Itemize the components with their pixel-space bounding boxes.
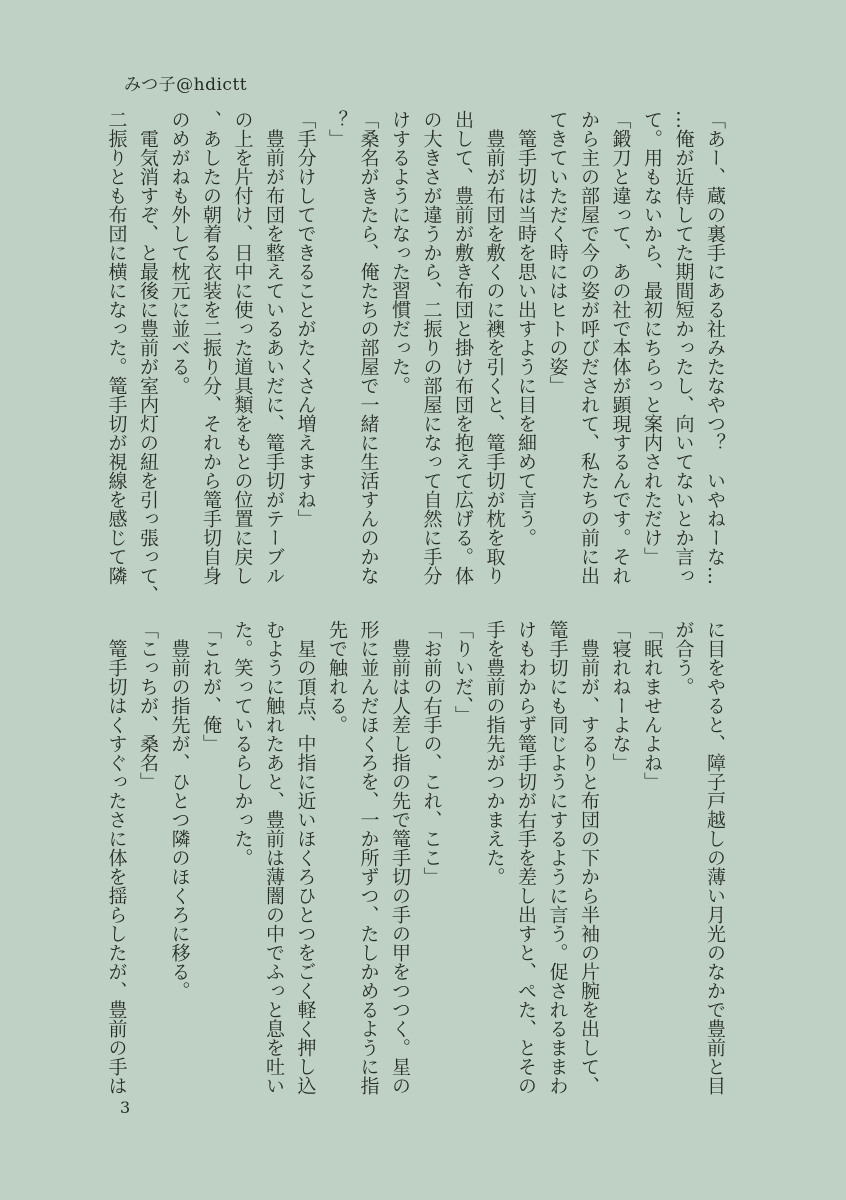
paragraph: 豊前が布団を整えているあいだに、篭手切がテーブルの上を片付け、日中に使った道具類をもとの位置に戻し、あしたの朝着る衣装を二振り分、それから篭手切自身のめがねも外して枕元に並べる。 (168, 110, 285, 585)
paragraph: に目をやると、障子戸越しの薄い月光のなかで豊前と目が合う。 (672, 620, 726, 1095)
paragraph: 「鍛刀と違って、あの社で本体が顕現するんです。それから主の部屋で今の姿が呼びだされて、私たちの前に出てきていただく時にはヒトの姿」 (546, 110, 632, 585)
paragraph: 「あー、蔵の裏手にある社みたなやつ？ いやねーな……俺が近侍してた期間短かったし、向いてないとか言って。用もないから、最初にちらっと案内されただけ」 (641, 110, 726, 585)
paragraph: 星の頂点、中指に近いほくろひとつをごく軽く押し込むように触れたあと、豊前は薄闇の中でふっと息を吐いた。笑っているらしかった。 (231, 620, 317, 1095)
paragraph: 「眠れませんよね」 (641, 620, 663, 791)
paragraph: 「桑名がきたら、俺たちの部屋で一緒に生活すんのかな？」 (326, 110, 380, 585)
text-block-top (100, 110, 730, 604)
paragraph: 篭手切はくすぐったさに体を揺らしたが、豊前の手は (105, 620, 128, 1095)
paragraph: 豊前が、するりと布団の下から半袖の片腕を出して、篭手切にも同じようにするように言う。促されるままわけもわからず篭手切が右手を差し出すと、ぺた、とその手を豊前の指先がつかまえた。 (483, 620, 600, 1095)
paragraph: 電気消すぞ、と最後に豊前が室内灯の紐を引っ張って、二振りとも布団に横になった。篭手切が視線を感じて隣 (105, 110, 159, 604)
paragraph: 豊前が布団を敷くのに襖を引くと、篭手切が枕を取り出して、豊前が敷き布団と掛け布団を抱えて広げる。体の大きさが違うから、二振りの部屋になって自然に手分けするようになった習慣だった。 (389, 110, 506, 585)
paragraph: 「これが、俺」 (200, 620, 222, 753)
paragraph: 「手分けしてできることがたくさん増えますね」 (294, 110, 317, 528)
paragraph: 「お前の右手の、これ、ここ」 (420, 620, 443, 886)
paragraph: 篭手切は当時を思い出すように目を細めて言う。 (515, 110, 537, 547)
text-block-bottom (100, 620, 730, 1095)
paragraph: 豊前は人差し指の先で篭手切の手の甲をつつく。星の形に並んだほくろを、一か所ずつ、たしかめるように指先で触れる。 (326, 620, 411, 1095)
paragraph: 「こっちが、桑名」 (137, 620, 159, 791)
author-credit: みつ子@hdictt (124, 75, 248, 95)
page-number: 3 (120, 1098, 131, 1117)
paragraph: 「りいだ、」 (452, 620, 474, 725)
paragraph: 豊前の指先が、ひとつ隣のほくろに移る。 (168, 620, 191, 1000)
paragraph: 「寝れねーよな」 (609, 620, 632, 772)
